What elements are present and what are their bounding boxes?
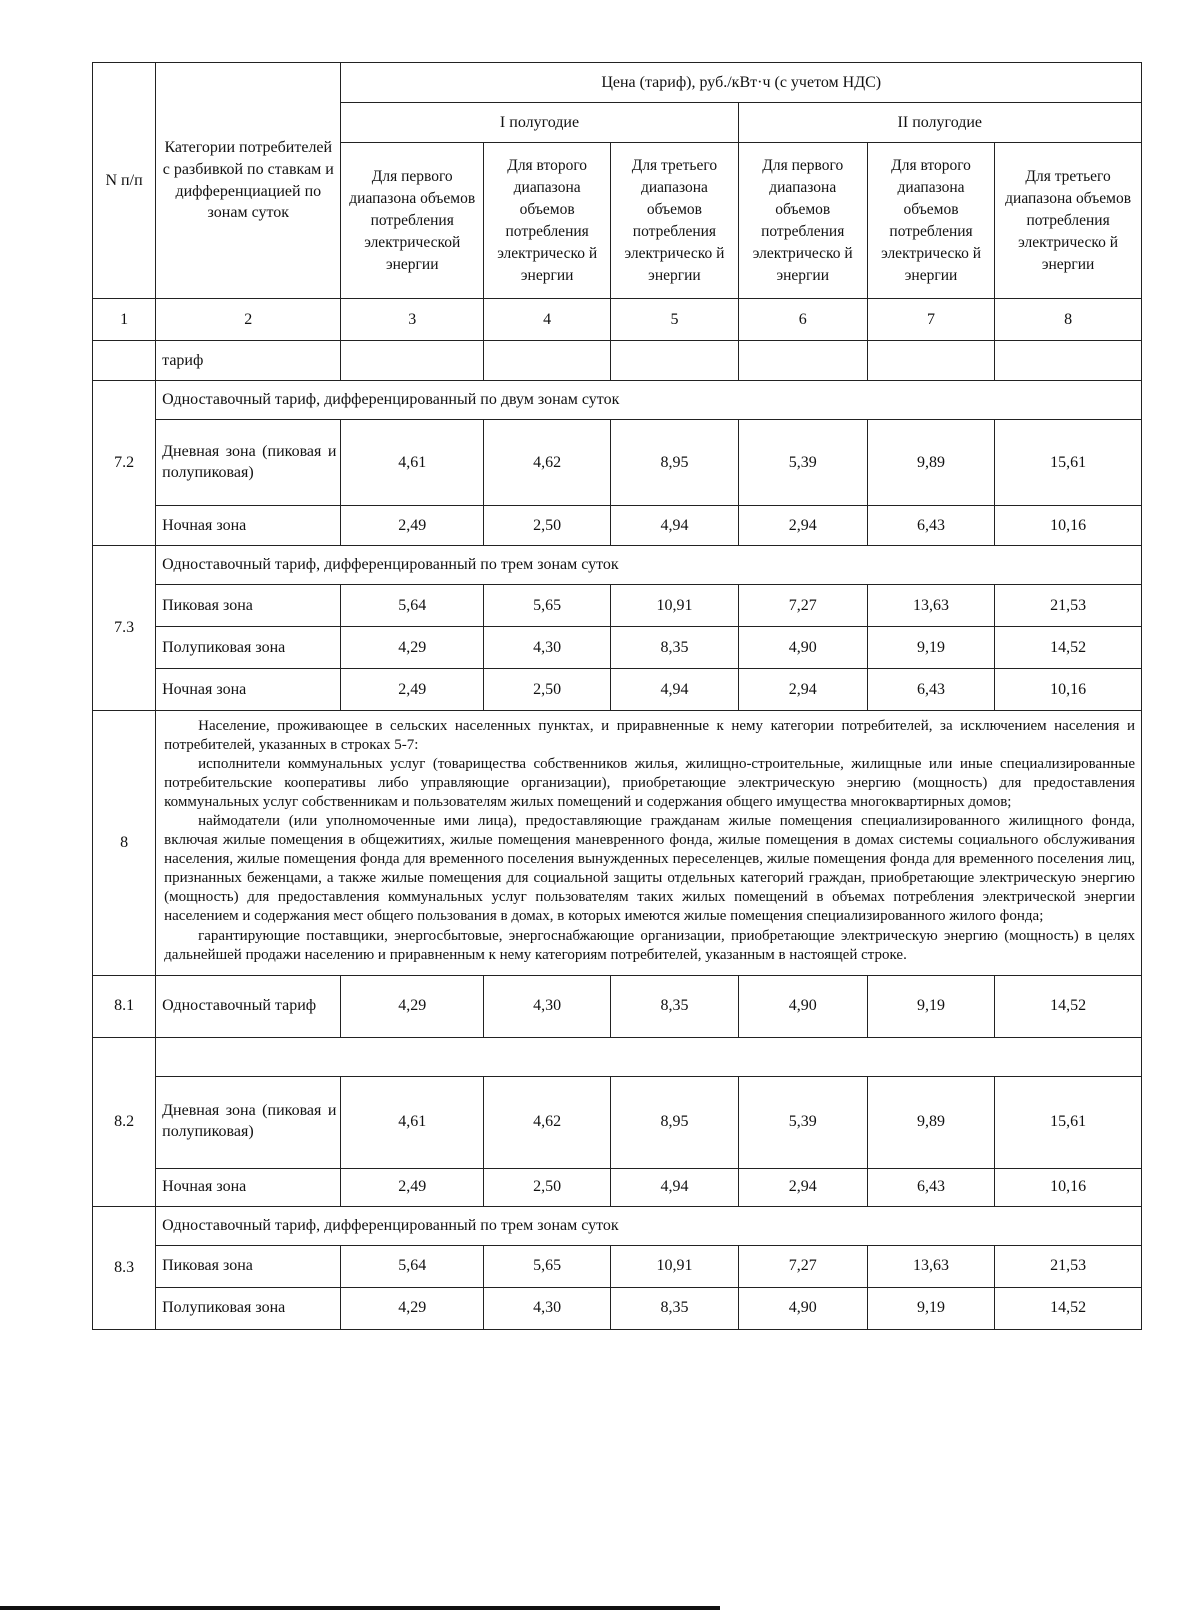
tariff-value: 7,27 bbox=[738, 585, 867, 627]
row-number: 7.3 bbox=[93, 546, 156, 711]
tariff-value: 5,39 bbox=[738, 420, 867, 506]
tariff-value: 13,63 bbox=[867, 585, 994, 627]
tariff-value: 2,49 bbox=[341, 1168, 484, 1206]
tariff-value: 4,94 bbox=[611, 669, 738, 711]
half-year-1: I полугодие bbox=[341, 103, 738, 143]
tariff-value: 7,27 bbox=[738, 1245, 867, 1287]
zone-label: Ночная зона bbox=[156, 669, 341, 711]
table-row bbox=[93, 341, 1142, 381]
description-paragraph: наймодатели (или уполномоченные ими лица), предоставляющие гражданам жилые помещения специализированного жилищного фонда, включая жилые помещения в общежитиях, жилые помещения маневренного фонда, жилые помещения в домах системы социального обслуживания населения, жилые помещения фонда для временного поселения вынужденных переселенцев, жилые помещения фонда для временного поселения лиц, признанных беженцами, а также жилые помещения для социальной защиты отдельных категорий граждан, приобретающие электрическую энергию (мощность) для предоставления коммунальных услуг пользователям таких жилых помещений в объемах потребления электрической энергии населением и содержания мест общего пользования в домах, в которых имеются жилые помещения специализированного жилого фонда; bbox=[164, 813, 1135, 925]
range-header: Для первого диапазона объемов потребления электрическо й энергии bbox=[738, 143, 867, 299]
tariff-value: 10,16 bbox=[995, 669, 1142, 711]
tariff-value: 14,52 bbox=[995, 975, 1142, 1037]
tariff-value: 8,95 bbox=[611, 1076, 738, 1168]
table-row bbox=[93, 1076, 1142, 1168]
tariff-table-page bbox=[92, 62, 1142, 1330]
range-header: Для третьего диапазона объемов потребления электрическо й энергии bbox=[995, 143, 1142, 299]
table-row bbox=[93, 1206, 1142, 1245]
tariff-value: 2,49 bbox=[341, 669, 484, 711]
tariff-value: 4,90 bbox=[738, 975, 867, 1037]
col-category-header: Категории потребителей с разбивкой по ставкам и дифференциацией по зонам суток bbox=[156, 63, 341, 299]
tariff-value: 21,53 bbox=[995, 1245, 1142, 1287]
zone-label: Полупиковая зона bbox=[156, 1287, 341, 1329]
tariff-value: 4,29 bbox=[341, 1287, 484, 1329]
table-row bbox=[93, 627, 1142, 669]
tariff-value: 14,52 bbox=[995, 1287, 1142, 1329]
range-header: Для первого диапазона объемов потребления электрической энергии bbox=[341, 143, 484, 299]
tariff-value: 6,43 bbox=[867, 506, 994, 546]
description-paragraph: исполнители коммунальных услуг (товарищества собственников жилья, жилищно-строительные, жилищные или иные специализированные потребительские кооперативы либо управляющие организации), приобретающие электрическую энергию (мощность) для предоставления коммунальных услуг собственникам и пользователям жилых помещений и содержания общего имущества многоквартирных домов; bbox=[164, 756, 1135, 811]
section-title-empty bbox=[156, 1037, 1142, 1076]
column-number: 8 bbox=[995, 299, 1142, 341]
column-number: 3 bbox=[341, 299, 484, 341]
tariff-value: 4,62 bbox=[484, 1076, 611, 1168]
zone-label: Полупиковая зона bbox=[156, 627, 341, 669]
tariff-value: 15,61 bbox=[995, 420, 1142, 506]
column-number: 5 bbox=[611, 299, 738, 341]
tariff-value: 5,65 bbox=[484, 585, 611, 627]
tariff-value: 4,29 bbox=[341, 627, 484, 669]
tariff-value: 14,52 bbox=[995, 627, 1142, 669]
row-number: 8.1 bbox=[93, 975, 156, 1037]
tariff-value: 4,61 bbox=[341, 420, 484, 506]
tariff-value: 4,94 bbox=[611, 1168, 738, 1206]
table-row bbox=[93, 420, 1142, 506]
table-row bbox=[93, 585, 1142, 627]
tariff-value: 8,35 bbox=[611, 627, 738, 669]
table-row bbox=[93, 381, 1142, 420]
tariff-value: 4,61 bbox=[341, 1076, 484, 1168]
tariff-value: 5,39 bbox=[738, 1076, 867, 1168]
zone-label: Одноставочный тариф bbox=[156, 975, 341, 1037]
table-row bbox=[93, 506, 1142, 546]
section-title: Одноставочный тариф, дифференцированный по трем зонам суток bbox=[156, 546, 1142, 585]
table-row bbox=[93, 711, 1142, 976]
tariff-value: 4,90 bbox=[738, 627, 867, 669]
column-number: 4 bbox=[484, 299, 611, 341]
zone-label: Дневная зона (пиковая и полупиковая) bbox=[156, 420, 341, 506]
tariff-value: 6,43 bbox=[867, 1168, 994, 1206]
tariff-value: 9,89 bbox=[867, 1076, 994, 1168]
zone-label: Ночная зона bbox=[156, 1168, 341, 1206]
tariff-value: 9,89 bbox=[867, 420, 994, 506]
row-number: 8.3 bbox=[93, 1206, 156, 1329]
page-bottom-edge bbox=[0, 1606, 720, 1610]
tariff-value: 8,35 bbox=[611, 1287, 738, 1329]
tariff-value: 8,35 bbox=[611, 975, 738, 1037]
column-number: 2 bbox=[156, 299, 341, 341]
zone-label: Пиковая зона bbox=[156, 1245, 341, 1287]
col-num-header: N п/п bbox=[93, 63, 156, 299]
table-row bbox=[93, 669, 1142, 711]
description-paragraph: гарантирующие поставщики, энергосбытовые, энергоснабжающие организации, приобретающие электрическую энергию (мощность) в целях дальнейшей продажи населению и приравненным к нему категориям потребителей, указанным в настоящей строке. bbox=[164, 927, 1135, 963]
tariff-value: 10,16 bbox=[995, 506, 1142, 546]
table-row bbox=[93, 1287, 1142, 1329]
tariff-value: 2,94 bbox=[738, 669, 867, 711]
tariff-value: 2,94 bbox=[738, 1168, 867, 1206]
tariff-value: 2,50 bbox=[484, 1168, 611, 1206]
table-row bbox=[93, 546, 1142, 585]
tariff-value: 10,16 bbox=[995, 1168, 1142, 1206]
column-number: 1 bbox=[93, 299, 156, 341]
table-row bbox=[93, 1037, 1142, 1076]
section-title: Одноставочный тариф, дифференцированный по двум зонам суток bbox=[156, 381, 1142, 420]
row-number: 7.2 bbox=[93, 381, 156, 546]
zone-label: Дневная зона (пиковая и полупиковая) bbox=[156, 1076, 341, 1168]
tariff-value: 4,30 bbox=[484, 975, 611, 1037]
tariff-value: 9,19 bbox=[867, 975, 994, 1037]
column-number: 7 bbox=[867, 299, 994, 341]
tariff-value: 4,30 bbox=[484, 627, 611, 669]
tariff-value: 4,90 bbox=[738, 1287, 867, 1329]
zone-label: Ночная зона bbox=[156, 506, 341, 546]
tariff-value: 10,91 bbox=[611, 1245, 738, 1287]
tariff-value: 4,94 bbox=[611, 506, 738, 546]
column-number: 6 bbox=[738, 299, 867, 341]
tariff-value: 8,95 bbox=[611, 420, 738, 506]
table-row bbox=[93, 1245, 1142, 1287]
description-paragraph: Население, проживающее в сельских населенных пунктах, и приравненные к нему категории потребителей, за исключением населения и потребителей, указанных в строках 5-7: bbox=[164, 718, 1135, 754]
tariff-value: 13,63 bbox=[867, 1245, 994, 1287]
tariff-value: 4,62 bbox=[484, 420, 611, 506]
row-number: 8 bbox=[93, 711, 156, 976]
tariff-value: 9,19 bbox=[867, 627, 994, 669]
tariff-value: 4,29 bbox=[341, 975, 484, 1037]
carry-over-label: тариф bbox=[156, 341, 341, 381]
tariff-value: 15,61 bbox=[995, 1076, 1142, 1168]
tariff-value: 5,65 bbox=[484, 1245, 611, 1287]
tariff-value: 21,53 bbox=[995, 585, 1142, 627]
tariff-value: 2,50 bbox=[484, 506, 611, 546]
section-title: Одноставочный тариф, дифференцированный по трем зонам суток bbox=[156, 1206, 1142, 1245]
tariff-value: 2,50 bbox=[484, 669, 611, 711]
table-row bbox=[93, 1168, 1142, 1206]
range-header: Для третьего диапазона объемов потребления электрическо й энергии bbox=[611, 143, 738, 299]
category-description bbox=[156, 711, 1142, 976]
tariff-value: 2,49 bbox=[341, 506, 484, 546]
range-header: Для второго диапазона объемов потребления электрическо й энергии bbox=[484, 143, 611, 299]
table-row bbox=[93, 975, 1142, 1037]
half-year-2: II полугодие bbox=[738, 103, 1141, 143]
price-title: Цена (тариф), руб./кВт·ч (с учетом НДС) bbox=[341, 63, 1142, 103]
range-header: Для второго диапазона объемов потребления электрическо й энергии bbox=[867, 143, 994, 299]
tariff-table bbox=[92, 62, 1142, 1330]
column-numbers-row bbox=[93, 299, 1142, 341]
row-number: 8.2 bbox=[93, 1037, 156, 1206]
tariff-value: 4,30 bbox=[484, 1287, 611, 1329]
zone-label: Пиковая зона bbox=[156, 585, 341, 627]
tariff-value: 9,19 bbox=[867, 1287, 994, 1329]
tariff-value: 2,94 bbox=[738, 506, 867, 546]
tariff-value: 6,43 bbox=[867, 669, 994, 711]
tariff-value: 5,64 bbox=[341, 585, 484, 627]
tariff-value: 10,91 bbox=[611, 585, 738, 627]
tariff-value: 5,64 bbox=[341, 1245, 484, 1287]
